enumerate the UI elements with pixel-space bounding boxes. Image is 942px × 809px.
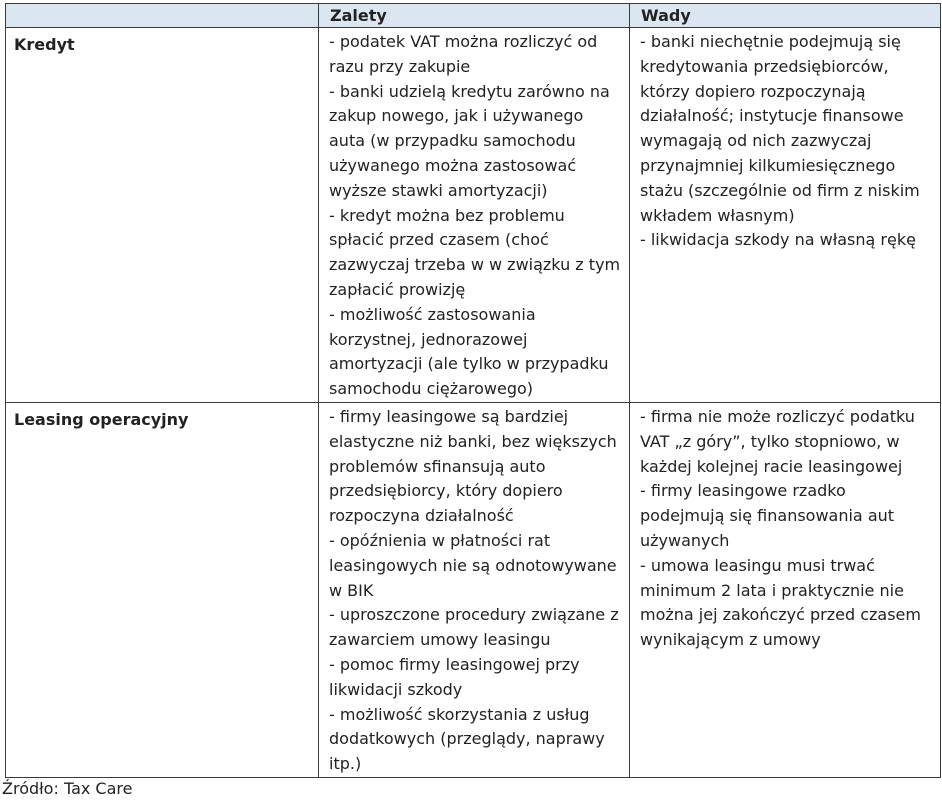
- table-header-row: [6, 4, 941, 28]
- row-label-leasing: Leasing operacyjny: [6, 403, 319, 778]
- header-zalety: [319, 4, 630, 28]
- header-wady-label: Wady: [641, 6, 691, 25]
- list-item: - podatek VAT można rozliczyć od razu przy zakupie: [329, 32, 598, 76]
- table-row-leasing: [6, 403, 941, 778]
- row-label-kredyt: Kredyt: [6, 28, 319, 403]
- comparison-table: [5, 3, 941, 778]
- list-item: - firma nie może rozliczyć podatku VAT „z góry”, tylko stopniowo, w każdej kolejnej racie leasingowej: [640, 407, 915, 476]
- cell-leasing-wady: [630, 403, 941, 778]
- list-item: - banki niechętnie podejmują się kredytowania przedsiębiorców, którzy dopiero rozpoczynają działalność; instytucje finansowe wymagają od nich zazwyczaj przynajmniej kilkumiesięcznego stażu (szczególnie od firm z niskim wkładem własnym): [640, 32, 920, 225]
- header-empty-cell: [6, 4, 319, 28]
- cell-leasing-zalety: [319, 403, 630, 778]
- table-row-kredyt: [6, 28, 941, 403]
- header-wady: [630, 4, 941, 28]
- list-item: - pomoc firmy leasingowej przy likwidacji szkody: [329, 654, 580, 699]
- list-item: - opóźnienia w płatności rat leasingowych nie są odnotowywane w BIK: [329, 530, 617, 600]
- cell-kredyt-wady: [630, 28, 941, 403]
- source-note: Źródło: Tax Care: [2, 779, 133, 798]
- list-item: - możliwość zastosowania korzystnej, jednorazowej amortyzacji (ale tylko w przypadku samochodu ciężarowego): [329, 304, 609, 399]
- list-item: - kredyt można bez problemu spłacić przed czasem (choć zazwyczaj trzeba w w związku z tym zapłacić prowizję: [329, 205, 621, 299]
- list-item: - możliwość skorzystania z usług dodatkowych (przeglądy, naprawy itp.): [329, 704, 605, 774]
- list-item: - firmy leasingowe są bardziej elastyczne niż banki, bez większych problemów sfinansują auto przedsiębiorcy, który dopiero rozpoczyna działalność: [329, 407, 617, 526]
- list-item: - firmy leasingowe rzadko podejmują się finansowania aut używanych: [640, 481, 895, 550]
- list-item: - uproszczone procedury związane z zawarciem umowy leasingu: [329, 605, 619, 650]
- list-item: - likwidacja szkody na własną rękę: [640, 230, 916, 250]
- cell-kredyt-zalety: [319, 28, 630, 403]
- list-item: - umowa leasingu musi trwać minimum 2 lata i praktycznie nie można jej zakończyć przed czasem wynikającym z umowy: [640, 555, 921, 650]
- list-item: - banki udzielą kredytu zarówno na zakup nowego, jak i używanego auta (w przypadku samochodu używanego można zastosować wyższe stawki amortyzacji): [329, 81, 610, 200]
- header-zalety-label: Zalety: [330, 6, 387, 25]
